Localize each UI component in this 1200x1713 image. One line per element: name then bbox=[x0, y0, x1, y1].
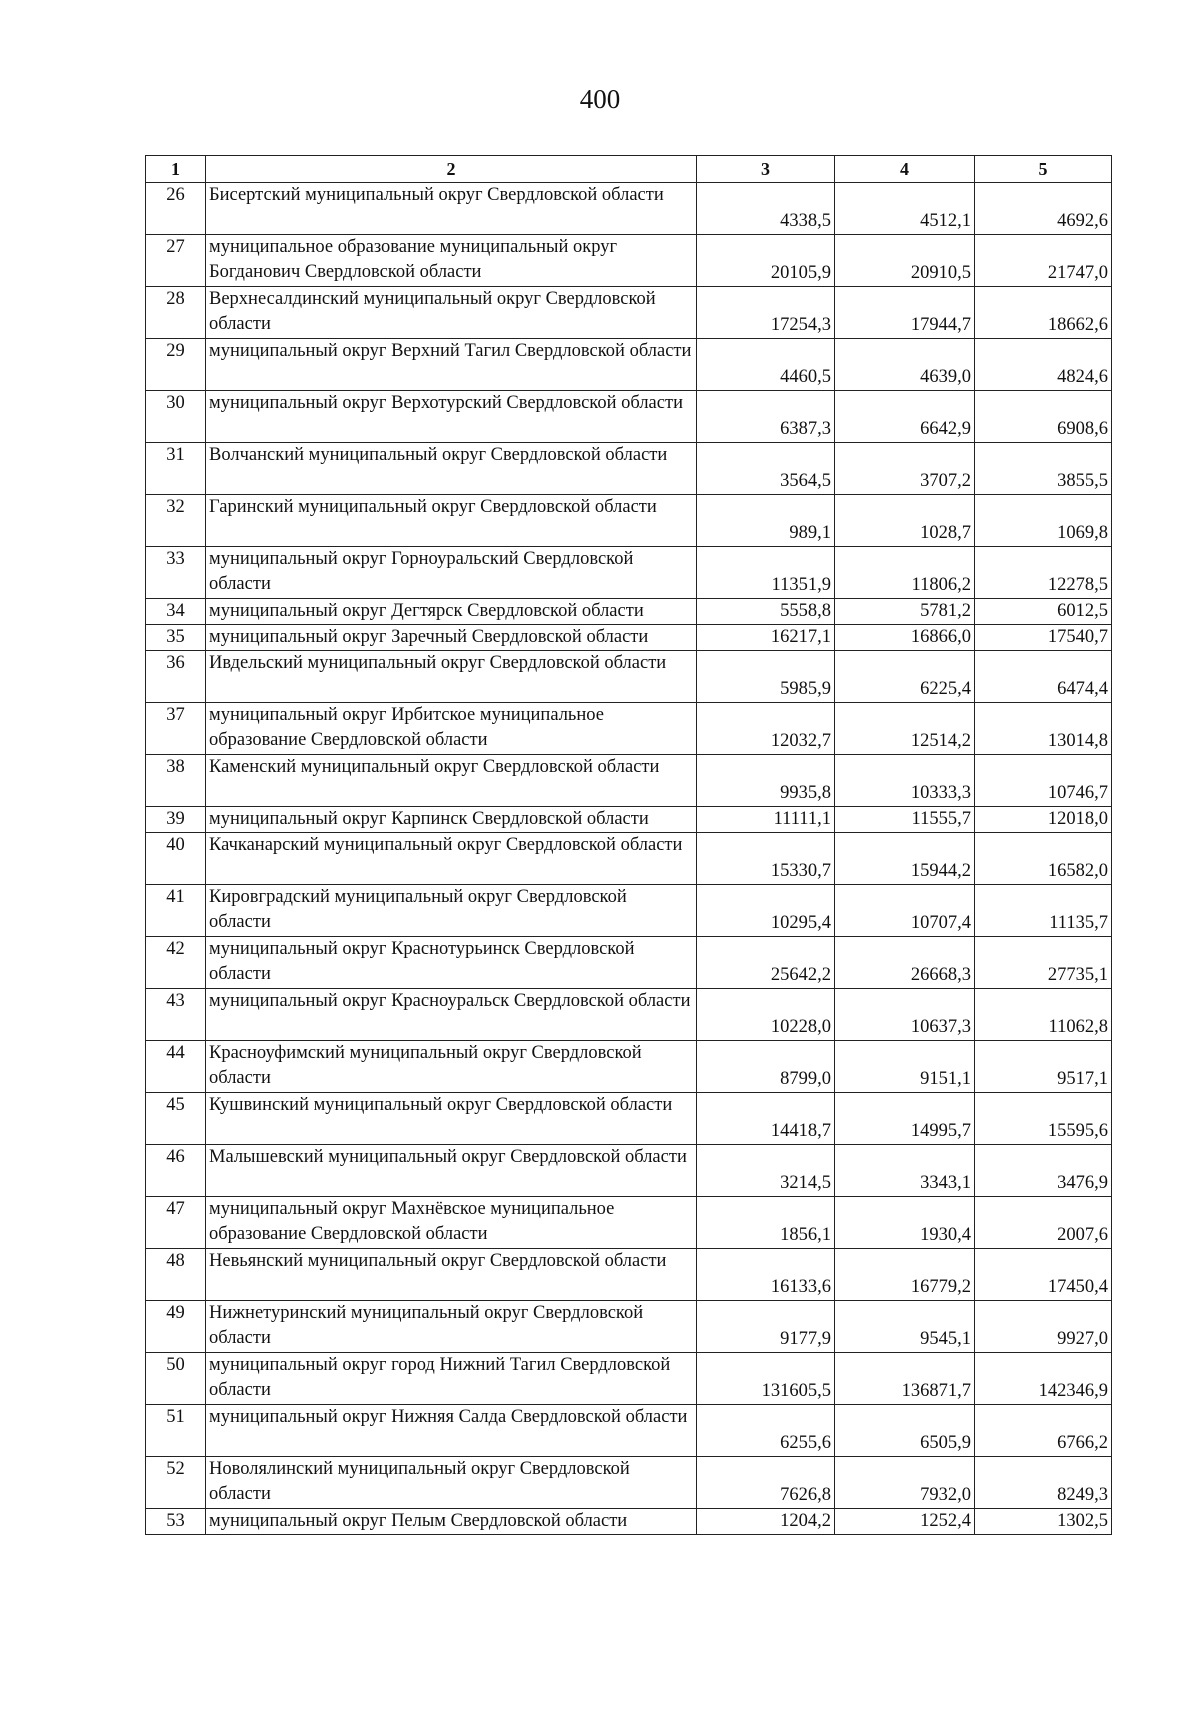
value-col-3-cell: 17254,3 bbox=[697, 287, 835, 339]
row-number-cell: 32 bbox=[146, 495, 206, 547]
value-col-4-cell: 16779,2 bbox=[835, 1249, 975, 1301]
value-col-4-cell: 26668,3 bbox=[835, 937, 975, 989]
row-number-cell: 26 bbox=[146, 183, 206, 235]
municipality-name-cell: муниципальный округ Верхний Тагил Свердловской области bbox=[206, 339, 697, 391]
municipality-name-cell: муниципальный округ Заречный Свердловской области bbox=[206, 625, 697, 651]
value-col-5-cell: 2007,6 bbox=[975, 1197, 1112, 1249]
value-col-3-cell: 14418,7 bbox=[697, 1093, 835, 1145]
row-number-cell: 35 bbox=[146, 625, 206, 651]
row-number-cell: 47 bbox=[146, 1197, 206, 1249]
municipality-name-cell: Ивдельский муниципальный округ Свердловской области bbox=[206, 651, 697, 703]
row-number-cell: 44 bbox=[146, 1041, 206, 1093]
row-number-cell: 27 bbox=[146, 235, 206, 287]
value-col-4-cell: 15944,2 bbox=[835, 833, 975, 885]
table-row bbox=[146, 807, 1112, 833]
value-col-3-cell: 9177,9 bbox=[697, 1301, 835, 1353]
row-number-cell: 39 bbox=[146, 807, 206, 833]
row-number-cell: 51 bbox=[146, 1405, 206, 1457]
value-col-3-cell: 9935,8 bbox=[697, 755, 835, 807]
page-number: 400 bbox=[579, 84, 621, 114]
table-row bbox=[146, 625, 1112, 651]
value-col-4-cell: 11555,7 bbox=[835, 807, 975, 833]
value-col-4-cell: 136871,7 bbox=[835, 1353, 975, 1405]
municipality-name-cell: муниципальный округ Дегтярск Свердловской области bbox=[206, 599, 697, 625]
row-number-cell: 53 bbox=[146, 1509, 206, 1535]
value-col-4-cell: 4639,0 bbox=[835, 339, 975, 391]
row-number-cell: 49 bbox=[146, 1301, 206, 1353]
value-col-3-cell: 5985,9 bbox=[697, 651, 835, 703]
municipality-name-cell: Качканарский муниципальный округ Свердловской области bbox=[206, 833, 697, 885]
value-col-5-cell: 6012,5 bbox=[975, 599, 1112, 625]
row-number-cell: 52 bbox=[146, 1457, 206, 1509]
header-col-4: 4 bbox=[835, 156, 975, 183]
value-col-5-cell: 17450,4 bbox=[975, 1249, 1112, 1301]
value-col-4-cell: 6225,4 bbox=[835, 651, 975, 703]
value-col-4-cell: 1930,4 bbox=[835, 1197, 975, 1249]
value-col-5-cell: 9927,0 bbox=[975, 1301, 1112, 1353]
row-number-cell: 31 bbox=[146, 443, 206, 495]
value-col-5-cell: 4692,6 bbox=[975, 183, 1112, 235]
value-col-3-cell: 7626,8 bbox=[697, 1457, 835, 1509]
value-col-3-cell: 8799,0 bbox=[697, 1041, 835, 1093]
table-row bbox=[146, 1353, 1112, 1405]
value-col-5-cell: 11135,7 bbox=[975, 885, 1112, 937]
row-number-cell: 30 bbox=[146, 391, 206, 443]
municipality-name-cell: муниципальный округ Верхотурский Свердловской области bbox=[206, 391, 697, 443]
row-number-cell: 50 bbox=[146, 1353, 206, 1405]
header-row bbox=[146, 156, 1112, 183]
table-row bbox=[146, 1457, 1112, 1509]
value-col-5-cell: 10746,7 bbox=[975, 755, 1112, 807]
table-row bbox=[146, 1041, 1112, 1093]
table-row bbox=[146, 599, 1112, 625]
table-header bbox=[146, 156, 1112, 183]
table-row bbox=[146, 1405, 1112, 1457]
table-row bbox=[146, 755, 1112, 807]
municipality-name-cell: муниципальный округ город Нижний Тагил Свердловской области bbox=[206, 1353, 697, 1405]
table-row bbox=[146, 443, 1112, 495]
value-col-5-cell: 21747,0 bbox=[975, 235, 1112, 287]
table-row bbox=[146, 339, 1112, 391]
header-col-1: 1 bbox=[146, 156, 206, 183]
value-col-4-cell: 1252,4 bbox=[835, 1509, 975, 1535]
value-col-5-cell: 9517,1 bbox=[975, 1041, 1112, 1093]
value-col-4-cell: 12514,2 bbox=[835, 703, 975, 755]
value-col-3-cell: 12032,7 bbox=[697, 703, 835, 755]
municipality-name-cell: Малышевский муниципальный округ Свердловской области bbox=[206, 1145, 697, 1197]
value-col-4-cell: 9545,1 bbox=[835, 1301, 975, 1353]
value-col-5-cell: 1069,8 bbox=[975, 495, 1112, 547]
value-col-4-cell: 16866,0 bbox=[835, 625, 975, 651]
value-col-4-cell: 20910,5 bbox=[835, 235, 975, 287]
value-col-4-cell: 1028,7 bbox=[835, 495, 975, 547]
municipality-name-cell: Невьянский муниципальный округ Свердловской области bbox=[206, 1249, 697, 1301]
header-col-3: 3 bbox=[697, 156, 835, 183]
value-col-5-cell: 6474,4 bbox=[975, 651, 1112, 703]
table-row bbox=[146, 183, 1112, 235]
value-col-4-cell: 11806,2 bbox=[835, 547, 975, 599]
value-col-3-cell: 5558,8 bbox=[697, 599, 835, 625]
value-col-3-cell: 3214,5 bbox=[697, 1145, 835, 1197]
value-col-3-cell: 15330,7 bbox=[697, 833, 835, 885]
table-row bbox=[146, 989, 1112, 1041]
municipality-name-cell: муниципальный округ Махнёвское муниципальное образование Свердловской области bbox=[206, 1197, 697, 1249]
value-col-3-cell: 16133,6 bbox=[697, 1249, 835, 1301]
value-col-3-cell: 6387,3 bbox=[697, 391, 835, 443]
table-row bbox=[146, 495, 1112, 547]
table-row bbox=[146, 703, 1112, 755]
value-col-5-cell: 15595,6 bbox=[975, 1093, 1112, 1145]
table-row bbox=[146, 1145, 1112, 1197]
value-col-4-cell: 3707,2 bbox=[835, 443, 975, 495]
table-row bbox=[146, 1509, 1112, 1535]
row-number-cell: 37 bbox=[146, 703, 206, 755]
value-col-4-cell: 7932,0 bbox=[835, 1457, 975, 1509]
value-col-3-cell: 131605,5 bbox=[697, 1353, 835, 1405]
value-col-3-cell: 16217,1 bbox=[697, 625, 835, 651]
row-number-cell: 48 bbox=[146, 1249, 206, 1301]
row-number-cell: 29 bbox=[146, 339, 206, 391]
municipality-name-cell: муниципальный округ Пелым Свердловской области bbox=[206, 1509, 697, 1535]
municipality-name-cell: муниципальный округ Красноуральск Свердловской области bbox=[206, 989, 697, 1041]
value-col-5-cell: 11062,8 bbox=[975, 989, 1112, 1041]
row-number-cell: 33 bbox=[146, 547, 206, 599]
table-row bbox=[146, 1301, 1112, 1353]
table-row bbox=[146, 885, 1112, 937]
row-number-cell: 45 bbox=[146, 1093, 206, 1145]
value-col-4-cell: 9151,1 bbox=[835, 1041, 975, 1093]
municipality-name-cell: Кировградский муниципальный округ Свердловской области bbox=[206, 885, 697, 937]
value-col-4-cell: 6642,9 bbox=[835, 391, 975, 443]
table-row bbox=[146, 833, 1112, 885]
value-col-4-cell: 4512,1 bbox=[835, 183, 975, 235]
header-col-5: 5 bbox=[975, 156, 1112, 183]
municipality-name-cell: Нижнетуринский муниципальный округ Свердловской области bbox=[206, 1301, 697, 1353]
row-number-cell: 41 bbox=[146, 885, 206, 937]
value-col-3-cell: 1204,2 bbox=[697, 1509, 835, 1535]
value-col-5-cell: 27735,1 bbox=[975, 937, 1112, 989]
municipality-name-cell: муниципальный округ Ирбитское муниципальное образование Свердловской области bbox=[206, 703, 697, 755]
row-number-cell: 28 bbox=[146, 287, 206, 339]
value-col-3-cell: 4338,5 bbox=[697, 183, 835, 235]
municipality-name-cell: муниципальный округ Карпинск Свердловской области bbox=[206, 807, 697, 833]
header-col-2: 2 bbox=[206, 156, 697, 183]
value-col-5-cell: 142346,9 bbox=[975, 1353, 1112, 1405]
value-col-3-cell: 10228,0 bbox=[697, 989, 835, 1041]
municipality-name-cell: муниципальный округ Краснотурьинск Свердловской области bbox=[206, 937, 697, 989]
table-row bbox=[146, 287, 1112, 339]
value-col-3-cell: 989,1 bbox=[697, 495, 835, 547]
value-col-3-cell: 11351,9 bbox=[697, 547, 835, 599]
municipality-name-cell: Кушвинский муниципальный округ Свердловской области bbox=[206, 1093, 697, 1145]
municipality-name-cell: Волчанский муниципальный округ Свердловской области bbox=[206, 443, 697, 495]
row-number-cell: 42 bbox=[146, 937, 206, 989]
municipality-name-cell: муниципальное образование муниципальный округ Богданович Свердловской области bbox=[206, 235, 697, 287]
table-row bbox=[146, 937, 1112, 989]
value-col-3-cell: 4460,5 bbox=[697, 339, 835, 391]
municipality-name-cell: муниципальный округ Нижняя Салда Свердловской области bbox=[206, 1405, 697, 1457]
table-row bbox=[146, 235, 1112, 287]
value-col-5-cell: 12018,0 bbox=[975, 807, 1112, 833]
value-col-4-cell: 3343,1 bbox=[835, 1145, 975, 1197]
value-col-5-cell: 8249,3 bbox=[975, 1457, 1112, 1509]
value-col-4-cell: 14995,7 bbox=[835, 1093, 975, 1145]
table-row bbox=[146, 391, 1112, 443]
value-col-4-cell: 10707,4 bbox=[835, 885, 975, 937]
municipality-name-cell: Каменский муниципальный округ Свердловской области bbox=[206, 755, 697, 807]
value-col-5-cell: 16582,0 bbox=[975, 833, 1112, 885]
value-col-4-cell: 6505,9 bbox=[835, 1405, 975, 1457]
value-col-5-cell: 13014,8 bbox=[975, 703, 1112, 755]
table-row bbox=[146, 1093, 1112, 1145]
value-col-4-cell: 17944,7 bbox=[835, 287, 975, 339]
municipality-name-cell: Гаринский муниципальный округ Свердловской области bbox=[206, 495, 697, 547]
value-col-3-cell: 3564,5 bbox=[697, 443, 835, 495]
value-col-3-cell: 1856,1 bbox=[697, 1197, 835, 1249]
value-col-4-cell: 10637,3 bbox=[835, 989, 975, 1041]
value-col-4-cell: 10333,3 bbox=[835, 755, 975, 807]
municipality-name-cell: Новолялинский муниципальный округ Свердловской области bbox=[206, 1457, 697, 1509]
value-col-3-cell: 20105,9 bbox=[697, 235, 835, 287]
municipality-name-cell: Верхнесалдинский муниципальный округ Свердловской области bbox=[206, 287, 697, 339]
value-col-5-cell: 17540,7 bbox=[975, 625, 1112, 651]
table-row bbox=[146, 1197, 1112, 1249]
value-col-3-cell: 6255,6 bbox=[697, 1405, 835, 1457]
value-col-5-cell: 3476,9 bbox=[975, 1145, 1112, 1197]
row-number-cell: 46 bbox=[146, 1145, 206, 1197]
value-col-5-cell: 18662,6 bbox=[975, 287, 1112, 339]
value-col-3-cell: 11111,1 bbox=[697, 807, 835, 833]
value-col-3-cell: 10295,4 bbox=[697, 885, 835, 937]
row-number-cell: 36 bbox=[146, 651, 206, 703]
table-row bbox=[146, 1249, 1112, 1301]
value-col-5-cell: 6908,6 bbox=[975, 391, 1112, 443]
table-body bbox=[146, 183, 1112, 1535]
row-number-cell: 43 bbox=[146, 989, 206, 1041]
table-row bbox=[146, 547, 1112, 599]
value-col-5-cell: 6766,2 bbox=[975, 1405, 1112, 1457]
value-col-4-cell: 5781,2 bbox=[835, 599, 975, 625]
municipality-name-cell: Бисертский муниципальный округ Свердловской области bbox=[206, 183, 697, 235]
value-col-3-cell: 25642,2 bbox=[697, 937, 835, 989]
value-col-5-cell: 1302,5 bbox=[975, 1509, 1112, 1535]
row-number-cell: 40 bbox=[146, 833, 206, 885]
value-col-5-cell: 12278,5 bbox=[975, 547, 1112, 599]
table-row bbox=[146, 651, 1112, 703]
municipality-name-cell: муниципальный округ Горноуральский Свердловской области bbox=[206, 547, 697, 599]
value-col-5-cell: 3855,5 bbox=[975, 443, 1112, 495]
municipality-name-cell: Красноуфимский муниципальный округ Свердловской области bbox=[206, 1041, 697, 1093]
row-number-cell: 34 bbox=[146, 599, 206, 625]
row-number-cell: 38 bbox=[146, 755, 206, 807]
budget-table bbox=[145, 155, 1112, 1535]
value-col-5-cell: 4824,6 bbox=[975, 339, 1112, 391]
